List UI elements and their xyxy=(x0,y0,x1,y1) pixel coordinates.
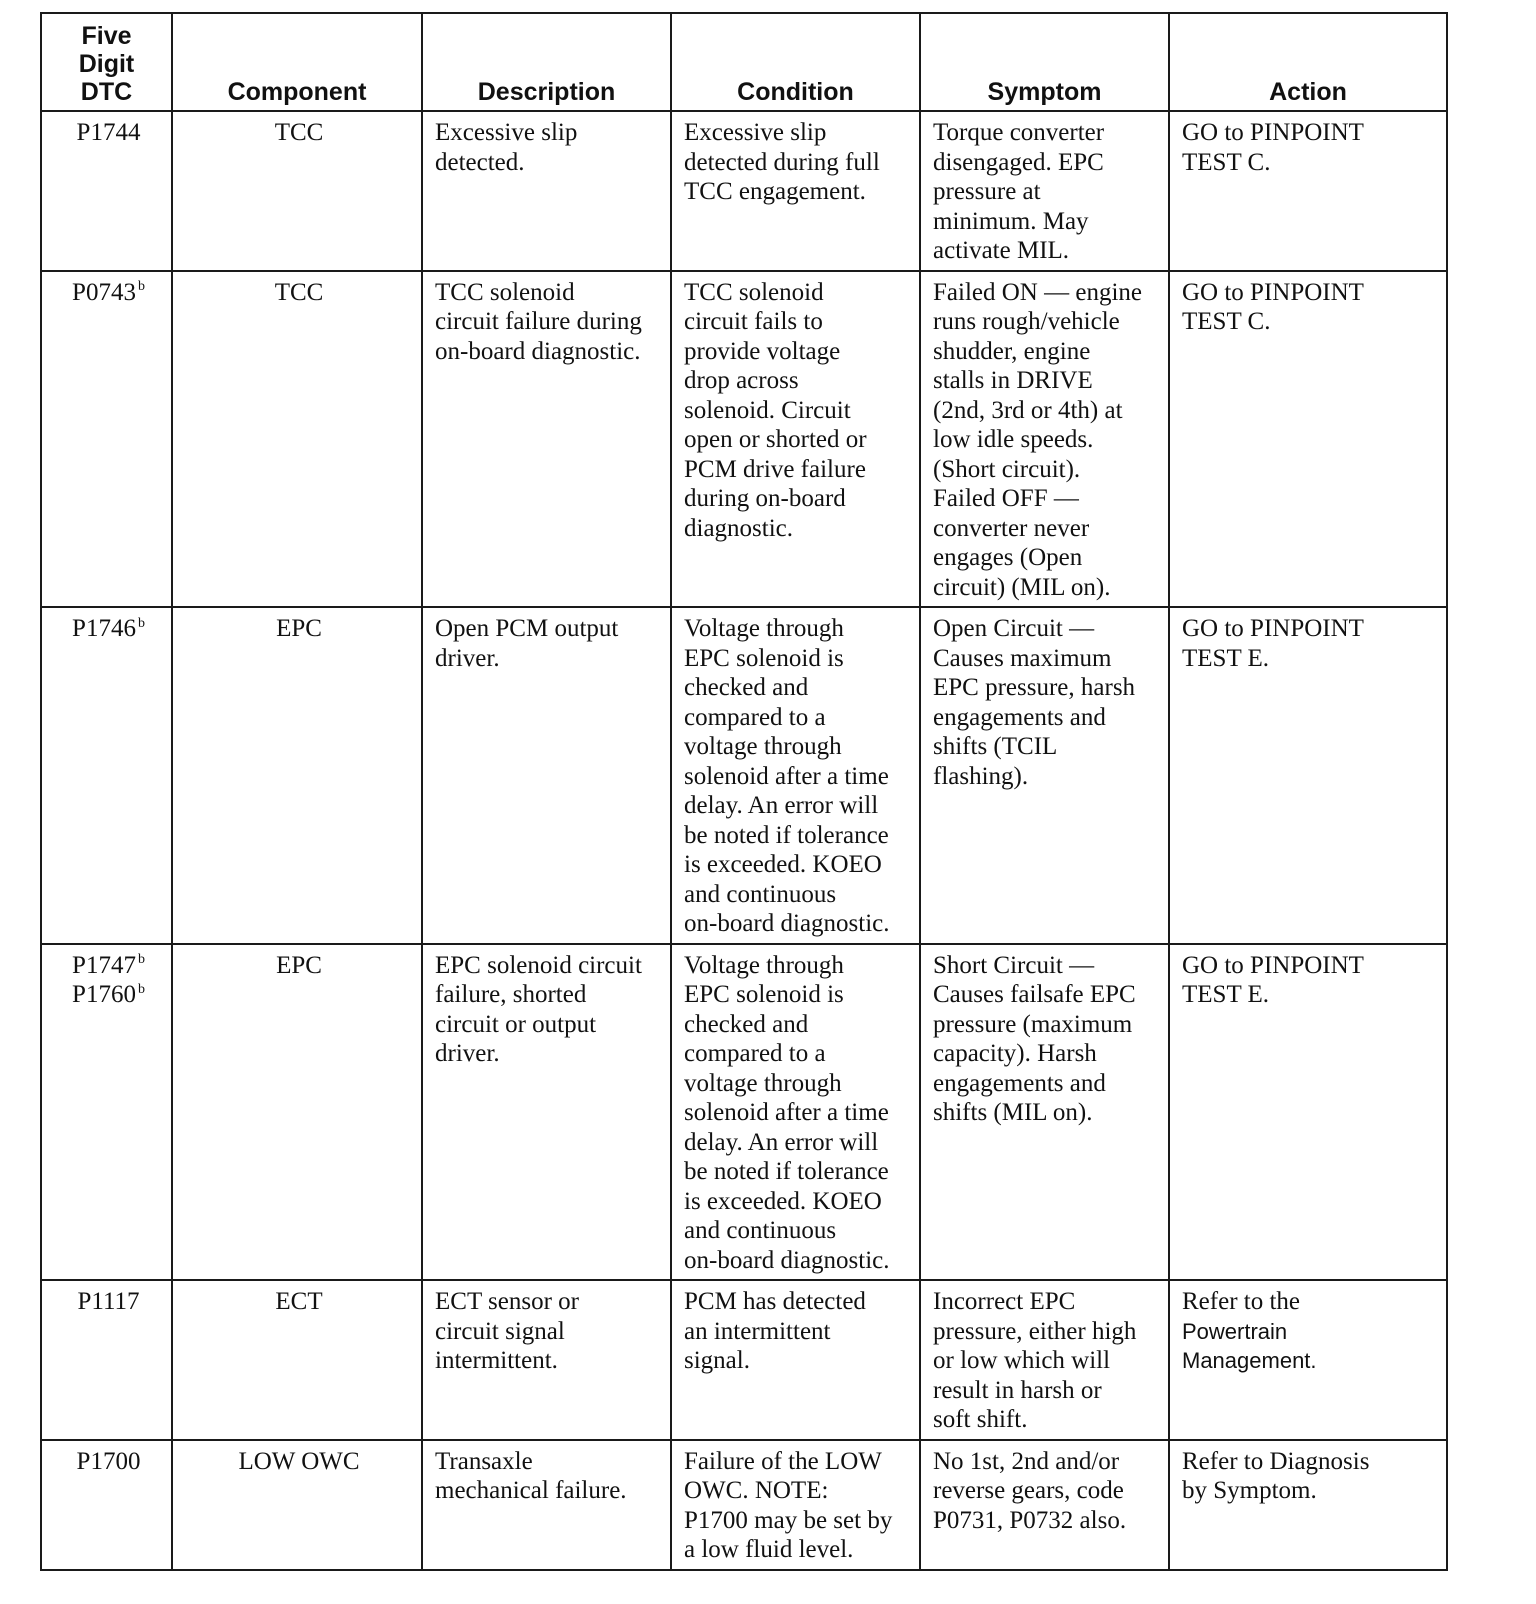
text-line: Open PCM output xyxy=(435,615,619,642)
text-line: mechanical failure. xyxy=(435,1477,627,1504)
description-cell xyxy=(422,1440,671,1570)
text-line: pressure at xyxy=(933,178,1041,205)
text-line: delay. An error will xyxy=(684,792,879,819)
footnote-marker: b xyxy=(137,615,145,631)
component-cell: TCC xyxy=(172,271,422,608)
text-line: reverse gears, code xyxy=(933,1477,1124,1504)
action-cell xyxy=(1169,1280,1447,1440)
text-line: solenoid after a time xyxy=(684,762,889,790)
header-row xyxy=(41,13,1447,111)
text-line: detected. xyxy=(435,148,525,176)
text-line: detected during full xyxy=(684,148,880,176)
dtc-code: P1760 $^b$ xyxy=(72,981,145,1008)
component-cell: EPC xyxy=(172,607,422,944)
table-row xyxy=(41,271,1447,608)
text-line: minimum. May xyxy=(933,207,1089,235)
text-line: engages (Open xyxy=(933,544,1083,571)
dtc-cell xyxy=(41,271,172,608)
text-line: by Symptom. xyxy=(1182,1477,1317,1504)
text-line: TCC solenoid xyxy=(684,278,824,306)
text-line: and continuous xyxy=(684,1217,837,1244)
text-line: GO to PINPOINT xyxy=(1182,278,1364,306)
text-line: failure, shorted xyxy=(435,981,587,1008)
text-line: TEST C. xyxy=(1182,308,1271,335)
action-cell xyxy=(1169,607,1447,944)
text-line: EPC solenoid is xyxy=(684,644,844,672)
text-line: Refer to the xyxy=(1182,1288,1301,1315)
text-line: compared to a xyxy=(684,1040,826,1067)
dtc-code: P1746 $^b$ xyxy=(72,615,145,642)
text-line: voltage through xyxy=(684,733,842,760)
action-cell xyxy=(1169,111,1447,271)
dtc-code: P1700 xyxy=(76,1447,141,1475)
symptom-cell xyxy=(920,1280,1169,1440)
text-line: TEST E. xyxy=(1182,644,1270,672)
text-line: TEST C. xyxy=(1182,148,1271,176)
text-line: shifts (MIL on). xyxy=(933,1099,1093,1126)
text-line: solenoid after a time xyxy=(684,1099,889,1126)
text-line: circuit fails to xyxy=(684,308,823,335)
text-line: Failed ON — engine xyxy=(933,278,1142,306)
text-line: intermittent. xyxy=(435,1347,558,1374)
description-cell xyxy=(422,607,671,944)
header-component: Component xyxy=(172,13,422,111)
text-line: stalls in DRIVE xyxy=(933,367,1093,394)
symptom-cell xyxy=(920,111,1169,271)
text-line: Open Circuit — xyxy=(933,615,1095,642)
text-line: P0731, P0732 also. xyxy=(933,1506,1127,1534)
text-line: Torque converter xyxy=(933,119,1105,146)
text-line: converter never xyxy=(933,514,1090,542)
component-cell: EPC xyxy=(172,944,422,1281)
header-dtc-line: DTC xyxy=(80,78,133,106)
text-line: Incorrect EPC xyxy=(933,1288,1076,1315)
text-line: be noted if tolerance xyxy=(684,821,889,849)
text-line: circuit signal xyxy=(435,1317,565,1345)
text-line: TCC engagement. xyxy=(684,178,866,205)
text-line: Excessive slip xyxy=(435,119,578,146)
text-line: Transaxle xyxy=(435,1447,533,1475)
header-dtc xyxy=(41,13,172,111)
text-line: checked and xyxy=(684,1010,809,1038)
text-line: pressure (maximum xyxy=(933,1010,1133,1038)
condition-cell xyxy=(671,111,920,271)
component-cell: ECT xyxy=(172,1280,422,1440)
text-line: voltage through xyxy=(684,1069,842,1097)
header-condition: Condition xyxy=(671,13,920,111)
text-line: an intermittent xyxy=(684,1317,831,1345)
text-line: is exceeded. KOEO xyxy=(684,851,882,878)
text-line: Causes failsafe EPC xyxy=(933,981,1136,1008)
text-line: ECT sensor or xyxy=(435,1288,579,1315)
text-line: GO to PINPOINT xyxy=(1182,119,1364,146)
text-line: checked and xyxy=(684,674,809,701)
dtc-cell xyxy=(41,111,172,271)
text-line: result in harsh or xyxy=(933,1376,1102,1404)
text-line: Failure of the LOW xyxy=(684,1447,882,1475)
symptom-cell xyxy=(920,607,1169,944)
text-line: runs rough/vehicle xyxy=(933,308,1120,335)
text-line: flashing). xyxy=(933,762,1029,790)
text-line: pressure, either high xyxy=(933,1317,1137,1345)
dtc-cell xyxy=(41,1280,172,1440)
text-line: driver. xyxy=(435,1040,500,1067)
text-line: compared to a xyxy=(684,703,826,731)
dtc-table xyxy=(40,12,1448,1571)
text-line: on-board diagnostic. xyxy=(435,337,641,365)
text-line: circuit failure during xyxy=(435,308,642,335)
text-line: low idle speeds. xyxy=(933,426,1094,453)
text-line: EPC pressure, harsh xyxy=(933,674,1136,701)
text-line: No 1st, 2nd and/or xyxy=(933,1447,1120,1475)
condition-cell xyxy=(671,1280,920,1440)
condition-cell xyxy=(671,271,920,608)
text-line: provide voltage xyxy=(684,337,841,365)
dtc-table-page xyxy=(40,12,1446,1571)
text-line: PCM has detected xyxy=(684,1288,866,1315)
table-row xyxy=(41,1440,1447,1570)
table-row xyxy=(41,607,1447,944)
text-line: on-board diagnostic. xyxy=(684,1246,890,1274)
text-line: driver. xyxy=(435,644,500,672)
component-cell: LOW OWC xyxy=(172,1440,422,1570)
text-line: Management. xyxy=(1182,1348,1317,1373)
dtc-code: P1744 xyxy=(76,119,141,146)
text-line: P1700 may be set by xyxy=(684,1506,893,1534)
text-line: PCM drive failure xyxy=(684,455,866,483)
text-line: engagements and xyxy=(933,1069,1106,1097)
description-cell xyxy=(422,271,671,608)
text-line: open or shorted or xyxy=(684,426,867,453)
text-line: GO to PINPOINT xyxy=(1182,951,1364,979)
text-line: is exceeded. KOEO xyxy=(684,1187,882,1215)
text-line: solenoid. Circuit xyxy=(684,396,851,424)
component-cell: TCC xyxy=(172,111,422,271)
header-description: Description xyxy=(422,13,671,111)
condition-cell xyxy=(671,944,920,1281)
header-dtc-line: Digit xyxy=(78,50,135,78)
dtc-code: P1117 xyxy=(77,1288,140,1315)
text-line: GO to PINPOINT xyxy=(1182,615,1364,642)
text-line: (Short circuit). xyxy=(933,455,1081,483)
footnote-marker: b xyxy=(137,952,145,968)
text-line: shudder, engine xyxy=(933,337,1091,365)
table-row xyxy=(41,111,1447,271)
text-line: signal. xyxy=(684,1347,750,1374)
footnote-marker: b xyxy=(137,981,145,997)
text-line: activate MIL. xyxy=(933,237,1070,264)
text-line: Short Circuit — xyxy=(933,951,1095,979)
text-line: or low which will xyxy=(933,1347,1111,1374)
dtc-cell xyxy=(41,944,172,1281)
table-row xyxy=(41,1280,1447,1440)
text-line: diagnostic. xyxy=(684,514,794,542)
text-line: delay. An error will xyxy=(684,1128,879,1156)
text-line: soft shift. xyxy=(933,1406,1028,1433)
text-line: circuit) (MIL on). xyxy=(933,573,1111,601)
text-line: EPC solenoid circuit xyxy=(435,951,642,979)
text-line: Powertrain xyxy=(1182,1318,1288,1344)
header-dtc-line: Five xyxy=(81,22,132,50)
description-cell xyxy=(422,1280,671,1440)
text-line: Causes maximum xyxy=(933,644,1112,672)
text-line: be noted if tolerance xyxy=(684,1158,889,1185)
action-cell xyxy=(1169,271,1447,608)
description-cell xyxy=(422,944,671,1281)
text-line: circuit or output xyxy=(435,1010,597,1038)
text-line: Refer to Diagnosis xyxy=(1182,1447,1370,1475)
symptom-cell xyxy=(920,944,1169,1281)
text-line: TCC solenoid xyxy=(435,278,575,306)
text-line: during on-board xyxy=(684,485,846,512)
dtc-code: P0743 $^b$ xyxy=(72,278,145,306)
text-line: on-board diagnostic. xyxy=(684,910,890,937)
text-line: shifts (TCIL xyxy=(933,733,1058,760)
action-cell xyxy=(1169,1440,1447,1570)
footnote-marker: b xyxy=(137,279,145,295)
text-line: Excessive slip xyxy=(684,119,827,146)
header-action: Action xyxy=(1169,13,1447,111)
text-line: disengaged. EPC xyxy=(933,148,1104,176)
text-line: and continuous xyxy=(684,880,837,908)
symptom-cell xyxy=(920,271,1169,608)
text-line: TEST E. xyxy=(1182,981,1270,1008)
text-line: engagements and xyxy=(933,703,1106,731)
table-row xyxy=(41,944,1447,1281)
text-line: drop across xyxy=(684,367,799,394)
condition-cell xyxy=(671,1440,920,1570)
dtc-cell xyxy=(41,1440,172,1570)
text-line: OWC. NOTE: xyxy=(684,1477,829,1504)
text-line: Voltage through xyxy=(684,615,844,642)
text-line: Failed OFF — xyxy=(933,485,1079,512)
header-symptom: Symptom xyxy=(920,13,1169,111)
text-line: Voltage through xyxy=(684,951,844,979)
text-line: EPC solenoid is xyxy=(684,981,844,1008)
dtc-code: P1747 $^b$ xyxy=(72,951,145,979)
dtc-cell xyxy=(41,607,172,944)
text-line: a low fluid level. xyxy=(684,1536,854,1563)
condition-cell xyxy=(671,607,920,944)
description-cell xyxy=(422,111,671,271)
action-cell xyxy=(1169,944,1447,1281)
symptom-cell xyxy=(920,1440,1169,1570)
text-line: (2nd, 3rd or 4th) at xyxy=(933,396,1123,424)
text-line: capacity). Harsh xyxy=(933,1040,1097,1067)
